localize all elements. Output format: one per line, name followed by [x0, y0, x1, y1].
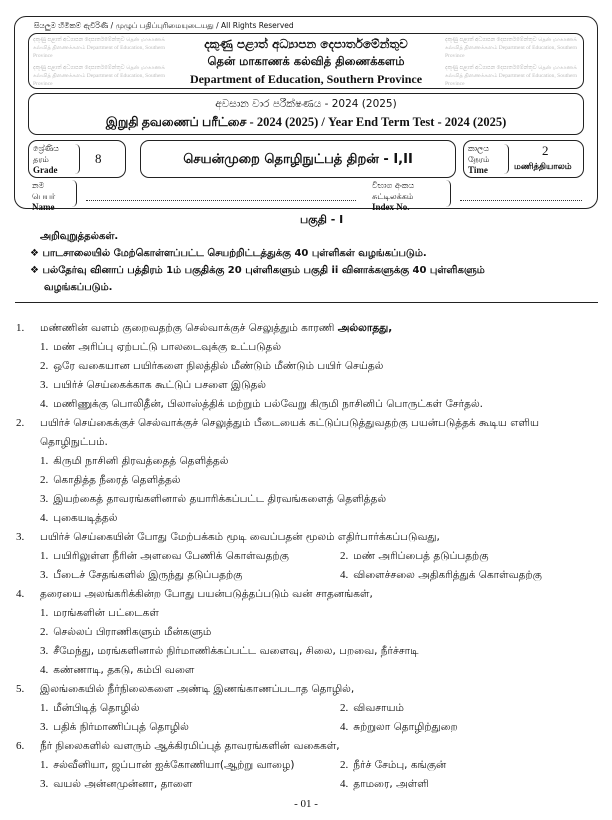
- grade-value: 8: [95, 151, 102, 166]
- option-number: 2.: [340, 702, 349, 714]
- question-stem-continued: தொழிநுட்பம்.: [40, 436, 108, 448]
- option-row: [0, 547, 612, 566]
- instruction-item: [30, 246, 427, 262]
- option-text: பயிரிலுள்ள நீரின் அளவை பேணிக் கொள்வதற்கு: [53, 550, 289, 562]
- name-label-english: Name: [32, 202, 55, 212]
- answer-option[interactable]: [340, 699, 404, 718]
- option-row: [0, 452, 612, 471]
- option-row: [0, 338, 612, 357]
- part-title: பகுதி - I: [300, 213, 344, 226]
- option-number: 1.: [40, 759, 49, 771]
- grade-label-sinhala: ශ්‍රේණිය: [33, 144, 59, 153]
- brace: [446, 180, 451, 207]
- option-number: 2.: [40, 474, 49, 486]
- question-number: 4.: [16, 588, 25, 600]
- option-row: [0, 395, 612, 414]
- index-label-sinhala: විභාග අංකය: [372, 181, 415, 190]
- question-stem-row: [0, 528, 612, 547]
- option-text: மீன்பிடித் தொழில்: [53, 702, 140, 714]
- option-number: 2.: [40, 360, 49, 372]
- question-number: 3.: [16, 531, 25, 543]
- option-number: 1.: [40, 702, 49, 714]
- department-name-tamil: தென் மாகாணக் கல்வித் திணைக்களம்: [207, 54, 405, 68]
- diamond-bullet-icon: ❖: [30, 248, 43, 259]
- answer-option[interactable]: [40, 718, 189, 737]
- answer-option[interactable]: [40, 376, 266, 395]
- question-stem-text: மண்ணின் வளம் குறைவதற்கு செல்வாக்குச் செலுத்தும் காரணி: [40, 322, 335, 334]
- question-stem-row: [0, 680, 612, 699]
- time-label-sinhala: කාලය: [468, 144, 489, 153]
- question-stem: [40, 319, 392, 338]
- option-number: 3.: [40, 379, 49, 391]
- answer-option[interactable]: [340, 547, 488, 566]
- answer-option[interactable]: [40, 566, 242, 585]
- watermark-text: දකුණු පළාත් අධ්‍යාපන දෙපාර්තමේන්තුව தென் மாகாணக் கல்வித் திணைக்களம் Department of Education, Southern Province: [445, 65, 578, 87]
- option-row: [0, 509, 612, 528]
- option-text: சல்வீனியா, ஜப்பான் ஐக்கோணியா(ஆற்று வாழை): [53, 759, 295, 771]
- department-name-sinhala: දකුණු පළාත් අධ්‍යාපන දෙපාර්තමේන්තුව: [204, 37, 408, 51]
- question-stem-row: [0, 737, 612, 756]
- option-number: 3.: [40, 569, 49, 581]
- watermark-text: දකුණු පළාත් අධ්‍යාපන දෙපාර්තමේන්තුව தென் மாகாணக் கல்வித் திணைக்களம் Department of Education, Southern Province: [445, 37, 578, 59]
- option-text: கொதித்த நீரைத் தெளித்தல்: [53, 474, 181, 486]
- option-row: [0, 775, 612, 794]
- question-stem: [40, 414, 539, 433]
- option-number: 1.: [40, 550, 49, 562]
- brace: [75, 144, 80, 174]
- answer-option[interactable]: [40, 699, 140, 718]
- question-number: 2.: [16, 417, 25, 429]
- option-number: 2.: [340, 759, 349, 771]
- department-name-english: Department of Education, Southern Province: [189, 72, 423, 86]
- question-number: 6.: [16, 740, 25, 752]
- answer-option[interactable]: [40, 623, 211, 642]
- option-text: ஒரே வகையான பயிர்களை நிலத்தில் மீண்டும் மீண்டும் பயிர் செய்தல்: [53, 360, 384, 372]
- option-row: [0, 718, 612, 737]
- index-label-english: Index No.: [372, 202, 410, 212]
- subject-box: [140, 140, 456, 178]
- option-text: விளைச்சலை அதிகரித்துக் கொள்வதற்கு: [353, 569, 542, 581]
- instructions-title: அறிவுறுத்தல்கள்.: [40, 231, 119, 242]
- subject-title: செயன்முறை தொழிநுட்பத் திறன் - I,II: [183, 152, 413, 167]
- option-row: [0, 756, 612, 775]
- question-stem: [40, 680, 354, 699]
- option-text: இயற்கைத் தாவரங்களினால் தயாரிக்கப்பட்ட திரவங்களைத் தெளித்தல்: [53, 493, 387, 505]
- option-text: கண்ணாடி, தகடு, கம்பி வளை: [53, 664, 195, 676]
- grade-label-english: Grade: [33, 165, 58, 175]
- question-stem: [40, 528, 440, 547]
- option-text: வயல் அன்னமுன்னா, தாளை: [53, 778, 193, 790]
- option-row: [0, 642, 612, 661]
- option-row: [0, 471, 612, 490]
- option-text: கிருமி நாசினி திரவத்தைத் தெளித்தல்: [53, 455, 229, 467]
- time-unit: மணித்தியாலம்: [514, 162, 572, 172]
- option-text: செல்லப் பிராணிகளும் மீன்களும்: [53, 626, 212, 638]
- answer-option[interactable]: [40, 661, 194, 680]
- page-number: - 01 -: [294, 798, 318, 810]
- exam-title-sinhala: අවසාන වාර පරීක්ෂණය - 2024 (2025): [215, 98, 397, 110]
- option-number: 2.: [40, 626, 49, 638]
- option-row: [0, 357, 612, 376]
- option-text: சீமேந்து, மரங்களினால் நிர்மாணிக்கப்பட்ட வளைவு, சிலை, பறவை, நீர்ச்சாடி: [53, 645, 419, 657]
- answer-option[interactable]: [40, 642, 418, 661]
- answer-option[interactable]: [40, 775, 192, 794]
- copyright-notice: සියලුම හිමිකම් ඇවිරිණි / முழுப் பதிப்புரிமையுடையது / All Rights Reserved: [34, 21, 294, 30]
- question-stem-text: தரையை அலங்கரிக்கின்ற போது பயன்படுத்தப்படும் வன் சாதனங்கள்,: [40, 588, 373, 600]
- answer-option[interactable]: [340, 775, 429, 794]
- name-field[interactable]: [86, 200, 356, 201]
- question-stem-row: [0, 319, 612, 338]
- department-banner: [28, 33, 584, 89]
- exam-title-tamil-english: இறுதி தவணைப் பரீட்சை - 2024 (2025) / Year End Term Test - 2024 (2025): [105, 115, 507, 129]
- question-stem-text: நீர் நிலைகளில் வளரும் ஆக்கிரமிப்புத் தாவரங்களின் வகைகள்,: [40, 740, 340, 752]
- name-label-tamil: பெயர்: [32, 192, 56, 201]
- option-text: மண் அரிப்பைத் தடுப்பதற்கு: [353, 550, 489, 562]
- question-stem-row: [0, 433, 612, 452]
- answer-option[interactable]: [40, 357, 383, 376]
- option-text: நீர்ச் சேம்பு, கங்குன்: [353, 759, 447, 771]
- watermark-text: දකුණු පළාත් අධ්‍යාපන දෙපාර්තමේන්තුව தென் மாகாணக் கல்வித் திணைக்களம் Department of Education, Southern Province: [33, 37, 166, 59]
- index-number-field[interactable]: [460, 200, 582, 201]
- brace: [504, 144, 509, 174]
- answer-option[interactable]: [40, 490, 386, 509]
- option-number: 4.: [340, 569, 349, 581]
- question-number: 5.: [16, 683, 25, 695]
- question-emphasis: அல்லாதது,: [337, 322, 393, 334]
- answer-option[interactable]: [40, 452, 228, 471]
- option-number: 4.: [40, 512, 49, 524]
- answer-option[interactable]: [40, 471, 181, 490]
- option-row: [0, 699, 612, 718]
- option-row: [0, 604, 612, 623]
- option-text: பீடைச் சேதங்களில் இருந்து தடுப்பதற்கு: [53, 569, 243, 581]
- option-row: [0, 566, 612, 585]
- diamond-bullet-icon: ❖: [30, 265, 43, 276]
- question-stem-row: [0, 585, 612, 604]
- option-number: 3.: [40, 493, 49, 505]
- option-text: விவசாயம்: [353, 702, 404, 714]
- instruction-text: வழங்கப்படும்.: [44, 282, 113, 293]
- option-number: 4.: [340, 778, 349, 790]
- answer-option[interactable]: [40, 338, 281, 357]
- option-number: 2.: [340, 550, 349, 562]
- grade-box: [28, 140, 126, 178]
- option-text: பதிக் நிர்மாணிப்புத் தொழில்: [53, 721, 189, 733]
- question-stem-text: பயிர்ச் செய்கையின் போது மேற்பக்கம் மூடி வைப்பதன் மூலம் எதிர்பார்க்கப்படுவது,: [40, 531, 440, 543]
- option-row: [0, 623, 612, 642]
- instruction-text: பாடசாலையில் மேற்கொள்ளப்பட்ட செயற்றிட்டத்துக்கு 40 புள்ளிகள் வழங்கப்படும்.: [42, 248, 427, 259]
- option-row: [0, 490, 612, 509]
- exam-title-box: [28, 93, 584, 135]
- brace: [72, 180, 77, 207]
- time-label-tamil: நேரம்: [468, 155, 490, 164]
- question-stem-text: பயிர்ச் செய்கைக்குச் செல்வாக்குச் செலுத்தும் பீடையைக் கட்டுப்படுத்துவதற்கு பயன்படுத்தக் கூடிய எளிய: [40, 417, 539, 429]
- time-box: [463, 140, 584, 178]
- time-value: 2: [542, 143, 549, 158]
- instruction-text: பல்தேர்வு வினாப் பத்திரம் 1ம் பகுதிக்கு 20 புள்ளிகளும் பகுதி ii வினாக்களுக்கு 40 புள்ளிகளும்: [42, 265, 485, 276]
- option-text: மண் அரிப்பு ஏற்பட்டு பாலடைவுக்கு உட்படுதல்: [53, 341, 282, 353]
- option-text: தாமரை, அள்ளி: [353, 778, 429, 790]
- option-text: சுற்றுலா தொழிற்துறை: [353, 721, 458, 733]
- answer-option[interactable]: [40, 547, 289, 566]
- question-stem: [40, 585, 373, 604]
- answer-option[interactable]: [40, 756, 295, 775]
- option-number: 1.: [40, 341, 49, 353]
- index-label-tamil: சுட்டிலக்கம்: [372, 192, 414, 201]
- answer-option[interactable]: [340, 718, 458, 737]
- option-number: 3.: [40, 778, 49, 790]
- instruction-item: [30, 263, 485, 279]
- option-text: புகையடித்தல்: [53, 512, 118, 524]
- option-number: 4.: [40, 398, 49, 410]
- time-label-english: Time: [468, 165, 488, 175]
- option-number: 1.: [40, 607, 49, 619]
- question-stem-text: இலங்கையில் நீர்நிலைகளை அண்டி இணங்காணப்படாத தொழில்,: [40, 683, 355, 695]
- option-row: [0, 661, 612, 680]
- answer-option[interactable]: [340, 756, 446, 775]
- question-number: 1.: [16, 322, 25, 334]
- option-number: 3.: [40, 721, 49, 733]
- answer-option[interactable]: [40, 395, 483, 414]
- answer-option[interactable]: [40, 509, 117, 528]
- divider: [15, 302, 598, 303]
- option-text: மணிணுக்கு பொலிதீன், பிலாஸ்த்திக் மற்றும் பல்வேறு கிருமி நாசினிப் பொருட்கள் சேர்தல்.: [53, 398, 484, 410]
- question-stem-row: [0, 414, 612, 433]
- grade-label-tamil: தரம்: [33, 155, 49, 164]
- option-number: 1.: [40, 455, 49, 467]
- watermark-text: දකුණු පළාත් අධ්‍යාපන දෙපාර්තමේන්තුව தென் மாகாணக் கல்வித் திணைக்களம் Department of Education, Southern Province: [33, 65, 166, 87]
- answer-option[interactable]: [340, 566, 542, 585]
- name-label-sinhala: නම: [32, 181, 45, 190]
- option-text: மரங்களின் பட்டைகள்: [53, 607, 159, 619]
- question-stem: [40, 737, 340, 756]
- option-number: 4.: [40, 664, 49, 676]
- option-number: 4.: [340, 721, 349, 733]
- option-number: 3.: [40, 645, 49, 657]
- option-text: பயிர்ச் செய்கைக்காக கூட்டுப் பசளை இடுதல்: [53, 379, 267, 391]
- answer-option[interactable]: [40, 604, 159, 623]
- option-row: [0, 376, 612, 395]
